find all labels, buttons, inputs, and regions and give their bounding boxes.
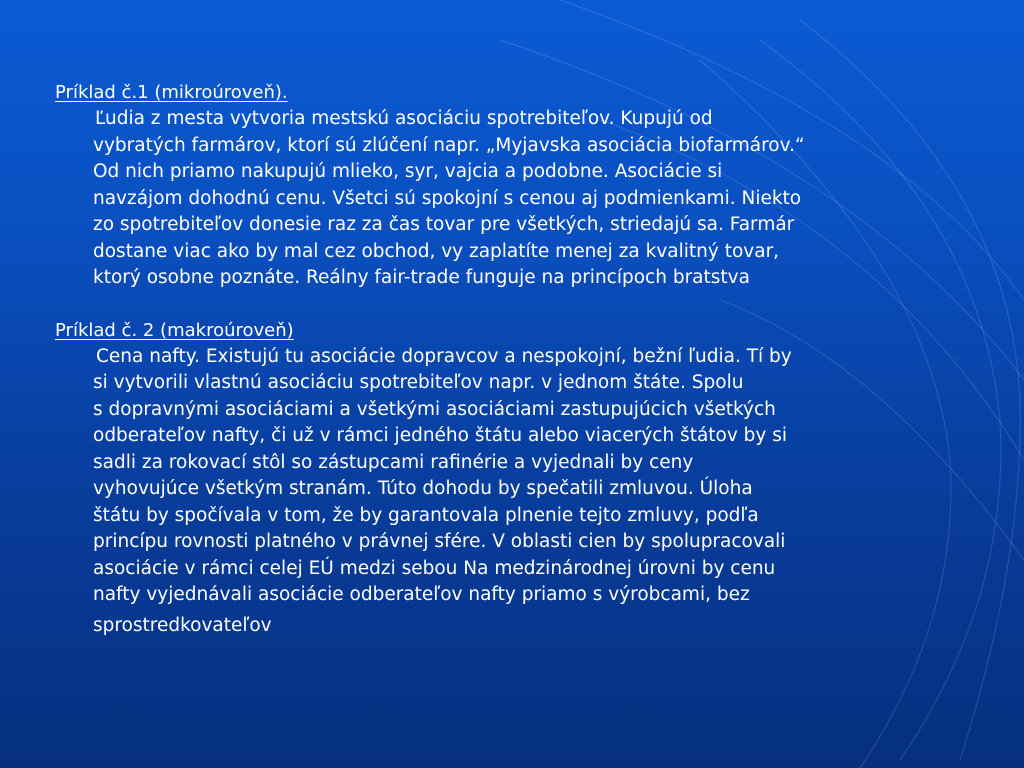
text-line: navzájom dohodnú cenu. Všetci sú spokojní s cenou aj podmienkami. Niekto (93, 187, 802, 209)
text-line: princípu rovnosti platného v právnej sfére. V oblasti cien by spolupracovali (93, 531, 786, 552)
text-line: Cena nafty. Existujú tu asociácie dopravcov a nespokojní, bežní ľudia. Tí by (96, 345, 792, 367)
text-line: zo spotrebiteľov donesie raz za čas tovar pre všetkých, striedajú sa. Farmár (93, 214, 795, 235)
text-line: si vytvorili vlastnú asociáciu spotrebiteľov napr. v jednom štáte. Spolu (93, 372, 744, 393)
text-line: sadli za rokovací stôl so zástupcami rafinérie a vyjednali by ceny (93, 451, 694, 473)
text-line: dostane viac ako by mal cez obchod, vy zaplatíte menej za kvalitný tovar, (93, 240, 780, 262)
text-line: nafty vyjednávali asociácie odberateľov nafty priamo s výrobcami, bez (93, 584, 750, 605)
slide-content (55, 80, 985, 639)
heading-example-1: Príklad č.1 (mikroúroveň). (55, 82, 288, 103)
section-macro (55, 318, 985, 640)
text-line: vyhovujúce všetkým stranám. Túto dohodu by spečatili zmluvou. Úloha (93, 478, 753, 499)
heading-example-2: Príklad č. 2 (makroúroveň) (55, 319, 294, 341)
paragraph-example-1 (93, 106, 985, 292)
section-micro (55, 80, 985, 292)
text-line: vybratých farmárov, ktorí sú zlúčení napr. „Myjavska asociácia biofarmárov.“ (93, 134, 805, 156)
text-line: sprostredkovateľov (93, 614, 272, 636)
paragraph-example-2 (93, 344, 985, 640)
text-line: odberateľov nafty, či už v rámci jedného štátu alebo viacerých štátov by si (93, 425, 788, 446)
section-spacer (55, 292, 985, 318)
text-line: Od nich priamo nakupujú mlieko, syr, vajcia a podobne. Asociácie si (93, 161, 723, 182)
text-line: asociácie v rámci celej EÚ medzi sebou Na medzinárodnej úrovni by cenu (93, 557, 776, 579)
text-line: ktorý osobne poznáte. Reálny fair-trade funguje na princípoch bratstva (93, 267, 750, 288)
text-line: štátu by spočívala v tom, že by garantovala plnenie tejto zmluvy, podľa (93, 504, 759, 526)
text-line: Ľudia z mesta vytvoria mestskú asociáciu spotrebiteľov. Kupujú od (95, 108, 713, 129)
text-line: s dopravnými asociáciami a všetkými asociáciami zastupujúcich všetkých (93, 398, 776, 420)
